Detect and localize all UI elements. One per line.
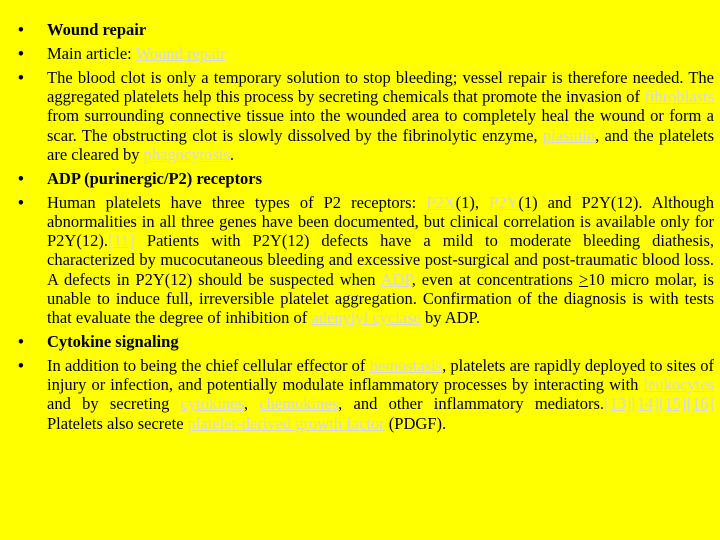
paragraph-text: Main article: — [47, 44, 136, 63]
bullet-paragraph — [12, 356, 714, 433]
inline-link[interactable]: hemostasis — [369, 356, 443, 376]
paragraph-text: Platelets also secrete — [47, 413, 188, 433]
paragraph-text: , even at concentrations — [411, 269, 579, 289]
paragraph-text: (PDGF). — [384, 413, 447, 433]
paragraph-text: (1) and P2Y(12). Although abnormalities in all three genes have been documented, but clinical correlation is available only for P2Y(12). — [47, 192, 714, 251]
bullet-paragraph — [12, 68, 714, 164]
paragraph-text: from surrounding connective tissue into the wounded area to completely heal the wound or form a scar. The obstructing clot is slowly dissolved by the fibrinolytic enzyme, — [47, 106, 714, 145]
section-heading: • Wound repair — [12, 20, 714, 39]
inline-link[interactable]: cytokines — [180, 394, 244, 414]
inline-link[interactable]: Wound repair — [135, 44, 226, 63]
paragraph-text: , and the platelets are cleared by — [47, 125, 714, 164]
inline-link[interactable]: leukocytes — [643, 375, 714, 395]
inline-link[interactable]: [13][14][15][16] — [604, 394, 714, 414]
inline-link[interactable]: P2Y — [489, 192, 519, 212]
paragraph-text: , — [243, 394, 260, 414]
paragraph-text: by ADP. — [420, 308, 481, 328]
paragraph-text: , and other inflammatory mediators. — [338, 394, 605, 414]
bullet-paragraph — [12, 193, 714, 327]
greater-equal-symbol: > — [578, 269, 589, 289]
paragraph-text: , platelets are rapidly deployed to sites of injury or infection, and potentially modulate inflammatory processes by interacting with — [47, 356, 714, 395]
paragraph-text: and by secreting — [47, 394, 181, 414]
paragraph-text: In addition to being the chief cellular effector of — [47, 356, 370, 376]
section-heading: • Cytokine signaling — [12, 332, 714, 351]
inline-link[interactable]: adenylyl cyclase — [311, 308, 421, 328]
inline-link[interactable]: platelet-derived growth factor — [187, 413, 385, 433]
paragraph-text: (1), — [455, 192, 490, 212]
inline-link[interactable]: phagocytosis — [143, 144, 230, 164]
inline-link[interactable]: chemokines — [259, 394, 339, 414]
paragraph-text: 10 micro molar, is unable to induce full, irreversible platelet aggregation. Confirmation of the diagnosis is with tests that evaluate the degree of inhibition of — [47, 269, 714, 328]
bullet-paragraph — [12, 44, 714, 63]
inline-link[interactable]: plasmin — [542, 125, 596, 145]
inline-link[interactable]: ADP — [380, 269, 412, 289]
paragraph-text: . — [229, 144, 234, 164]
paragraph-text: Patients with P2Y(12) defects have a mild to moderate bleeding diathesis, characterized by mucocutaneous bleeding and excessive post-surgical and post-traumatic blood loss. A defects in P2Y(12) should be suspected when — [47, 231, 714, 289]
paragraph-text: Human platelets have three types of P2 receptors: — [47, 192, 427, 212]
inline-link[interactable]: P2X — [426, 192, 456, 212]
paragraph-text: The blood clot is only a temporary solution to stop bleeding; vessel repair is therefore needed. The aggregated platelets help this process by secreting chemicals that promote the invasion of — [47, 68, 714, 107]
inline-link[interactable]: fibroblasts — [644, 87, 714, 107]
section-heading: • ADP (purinergic/P2) receptors — [12, 169, 714, 188]
inline-link[interactable]: [11] — [107, 231, 135, 251]
bullet-list — [12, 20, 714, 433]
